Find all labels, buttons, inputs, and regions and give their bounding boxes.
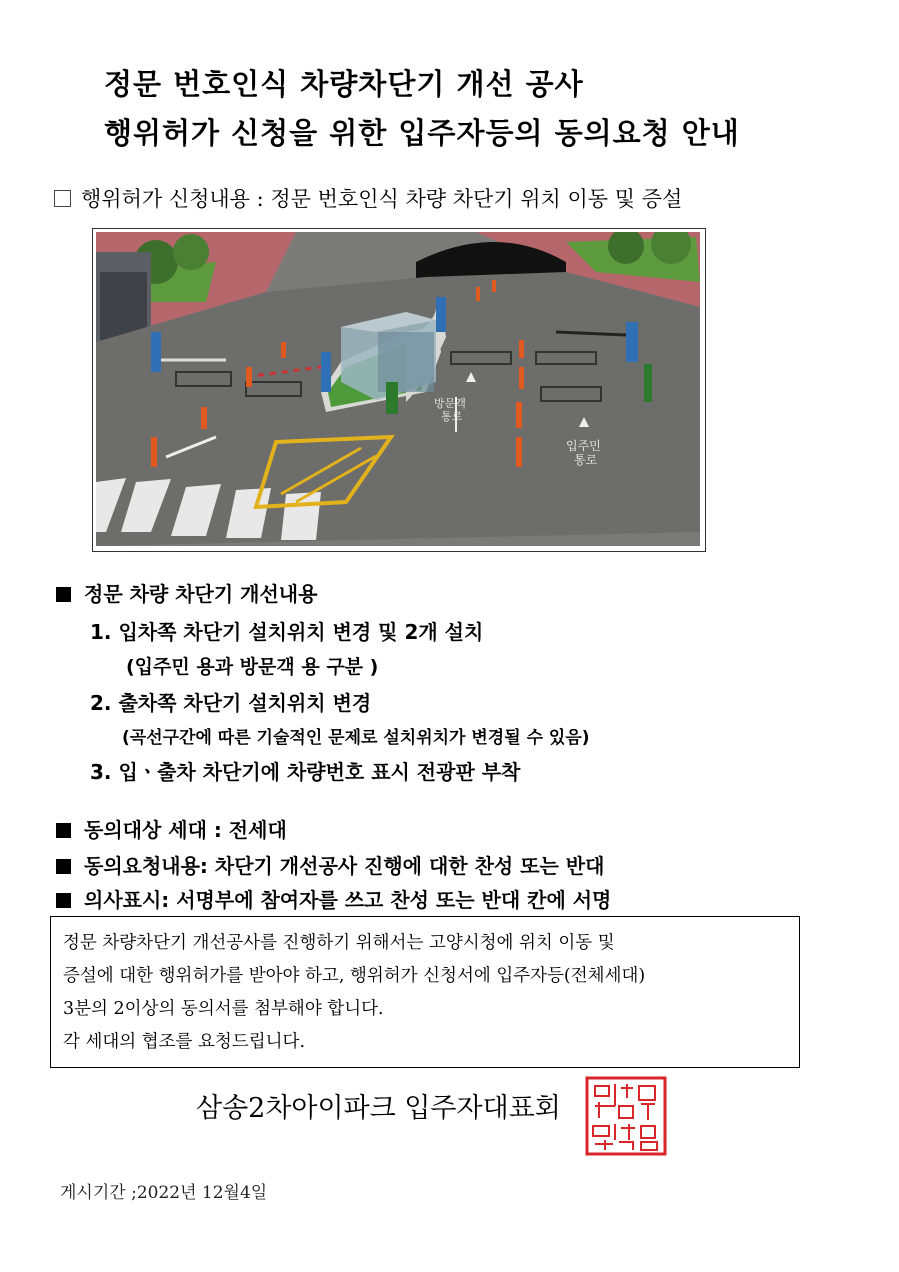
notice-line-1: 정문 차량차단기 개선공사를 진행하기 위해서는 고양시청에 위치 이동 및 bbox=[63, 933, 615, 953]
notice-box bbox=[50, 916, 800, 1068]
improvement-item-1: 1. 입차쪽 차단기 설치위치 변경 및 2개 설치 bbox=[90, 620, 484, 644]
bullet-square-icon bbox=[56, 859, 71, 874]
consent-request bbox=[56, 850, 604, 879]
posting-period: 게시기간 ;2022년 12월4일 bbox=[60, 1183, 268, 1203]
checkbox-icon bbox=[54, 190, 71, 207]
improvement-item-3: 3. 입ㆍ출차 차단기에 차량번호 표시 전광판 부착 bbox=[90, 760, 521, 784]
notice-line-3: 3분의 2이상의 동의서를 첨부해야 합니다. bbox=[63, 999, 384, 1019]
notice-line-4: 각 세대의 협조를 요청드립니다. bbox=[63, 1032, 306, 1052]
consent-request-text: 동의요청내용: 차단기 개선공사 진행에 대한 찬성 또는 반대 bbox=[84, 854, 605, 878]
application-content bbox=[54, 183, 682, 213]
road-text-visitor: 방문객 통로 bbox=[434, 397, 466, 423]
document-title-line1: 정문 번호인식 차량차단기 개선 공사 bbox=[104, 67, 584, 101]
improvement-item-2-note: (곡선구간에 따른 기술적인 문제로 설치위치가 변경될 수 있음) bbox=[122, 728, 590, 748]
document-title-line2: 행위허가 신청을 위한 입주자등의 동의요청 안내 bbox=[104, 116, 740, 150]
application-label: 행위허가 신청내용 : 정문 번호인식 차량 차단기 위치 이동 및 증설 bbox=[81, 187, 683, 211]
bullet-square-icon bbox=[56, 893, 71, 908]
improvement-item-2: 2. 출차쪽 차단기 설치위치 변경 bbox=[90, 691, 372, 715]
road-text-resident: 입주민 통로 bbox=[566, 439, 601, 467]
official-seal-icon bbox=[585, 1076, 667, 1156]
consent-target bbox=[56, 814, 287, 843]
consent-expression-text: 의사표시: 서명부에 참여자를 쓰고 찬성 또는 반대 칸에 서명 bbox=[84, 888, 612, 912]
consent-target-text: 동의대상 세대 : 전세대 bbox=[84, 818, 287, 842]
improvements-heading-text: 정문 차량 차단기 개선내용 bbox=[84, 582, 318, 606]
notice-line-2: 증설에 대한 행위허가를 받아야 하고, 행위허가 신청서에 입주자등(전체세대) bbox=[63, 966, 646, 986]
section-heading-improvements bbox=[56, 578, 317, 607]
improvement-item-1-note: (입주민 용과 방문객 용 구분 ) bbox=[126, 656, 379, 678]
bullet-square-icon bbox=[56, 587, 71, 602]
bullet-square-icon bbox=[56, 823, 71, 838]
gate-rendering-image bbox=[92, 228, 706, 552]
consent-expression bbox=[56, 884, 611, 913]
signature-text: 삼송2차아이파크 입주자대표회 bbox=[196, 1093, 561, 1124]
gate-rendering-svg bbox=[96, 232, 700, 546]
